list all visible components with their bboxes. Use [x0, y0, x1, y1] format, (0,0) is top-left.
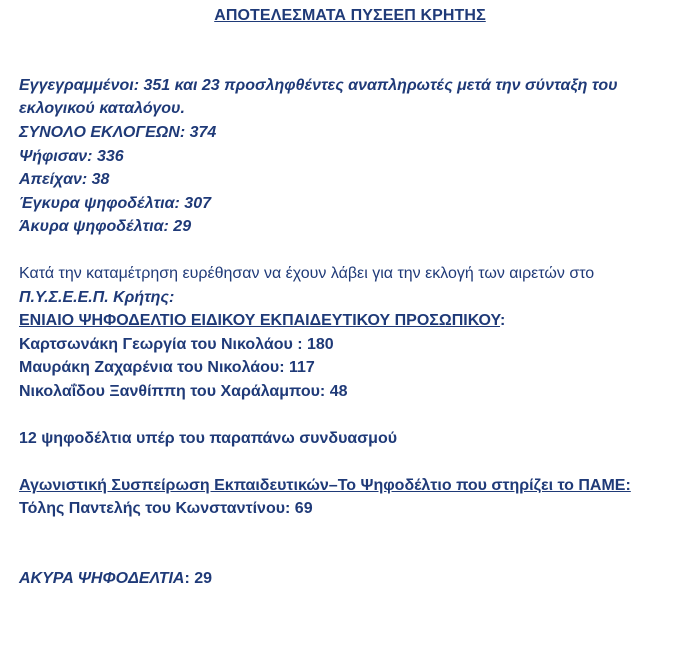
invalid-ballots: Άκυρα ψηφοδέλτια: 29 [19, 218, 192, 235]
ballot1-candidate: Μαυράκη Ζαχαρένια του Νικολάου: 117 [19, 359, 315, 376]
invalid-footer [19, 567, 212, 590]
ballot1-heading-colon: : [500, 312, 506, 329]
ballot1-heading [19, 309, 505, 332]
total-voters: ΣΥΝΟΛΟ ΕΚΛΟΓΕΩΝ: 374 [19, 124, 217, 141]
valid-ballots: Έγκυρα ψηφοδέλτια: 307 [19, 195, 211, 212]
count-intro-line-2: Π.Υ.Σ.Ε.Ε.Π. Κρήτης: [19, 289, 175, 306]
ballot1-candidate: Νικολαΐδου Ξανθίππη του Χαράλαμπου: 48 [19, 383, 348, 400]
count-intro-line-1: Κατά την καταμέτρηση ευρέθησαν να έχουν λάβει για την εκλογή των αιρετών στο [19, 265, 595, 282]
abstained-count: Απείχαν: 38 [19, 171, 110, 188]
page-title: ΑΠΟΤΕΛΕΣΜΑΤΑ ΠΥΣΕΕΠ ΚΡΗΤΗΣ [214, 7, 486, 24]
ballot1-combination-votes: 12 ψηφοδέλτια υπέρ του παραπάνω συνδυασμού [19, 430, 398, 447]
ballot1-candidate: Καρτσωνάκη Γεωργία του Νικολάου : 180 [19, 336, 334, 353]
registered-line-1: Εγγεγραμμένοι: 351 και 23 προσληφθέντες αναπληρωτές μετά την σύνταξη του [19, 77, 618, 94]
invalid-footer-value: : 29 [184, 570, 213, 587]
voted-count: Ψήφισαν: 336 [19, 148, 124, 165]
ballot1-heading-text: ΕΝΙΑΙΟ ΨΗΦΟΔΕΛΤΙΟ ΕΙΔΙΚΟΥ ΕΚΠΑΙΔΕΥΤΙΚΟΥ ΠΡΟΣΩΠΙΚΟΥ [19, 312, 501, 329]
ballot2-heading: Αγωνιστική Συσπείρωση Εκπαιδευτικών–Το Ψηφοδέλτιο που στηρίζει το ΠΑΜΕ: [19, 477, 631, 494]
registered-line-2: εκλογικού καταλόγου. [19, 100, 185, 117]
ballot2-candidate: Τόλης Παντελής του Κωνσταντίνου: 69 [19, 500, 313, 517]
invalid-footer-label: ΑΚΥΡΑ ΨΗΦΟΔΕΛΤΙΑ [19, 570, 185, 587]
